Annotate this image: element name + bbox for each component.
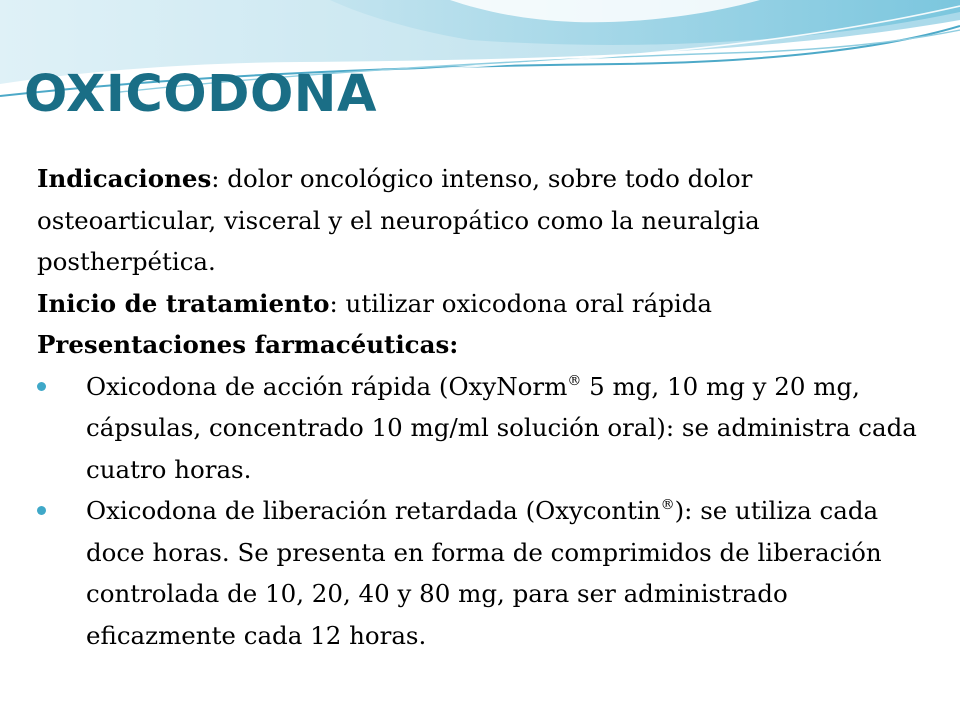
bullet-text-pre: Oxicodona de acción rápida (OxyNorm xyxy=(86,371,568,401)
registered-mark: ® xyxy=(660,497,675,513)
bullet-icon xyxy=(37,382,46,391)
indicaciones-paragraph xyxy=(37,158,917,283)
presentaciones-heading: Presentaciones farmacéuticas: xyxy=(37,330,459,359)
slide-body xyxy=(37,158,917,656)
list-item xyxy=(37,490,917,656)
page-title: OXICODONA xyxy=(24,65,377,124)
inicio-paragraph xyxy=(37,283,917,325)
indicaciones-text: : dolor oncológico intenso, sobre todo dolor osteoarticular, visceral y el neuropático como la neuralgia postherpética. xyxy=(37,164,760,276)
bullet-icon xyxy=(37,506,46,515)
presentaciones-list xyxy=(37,366,917,657)
bullet-text-post: 5 mg, 10 mg y 20 mg, cápsulas, concentrado 10 mg/ml solución oral): se administra cada cuatro horas. xyxy=(86,371,917,484)
indicaciones-label: Indicaciones xyxy=(37,164,212,193)
inicio-text: : utilizar oxicodona oral rápida xyxy=(329,288,713,318)
inicio-label: Inicio de tratamiento xyxy=(37,288,330,318)
list-item xyxy=(37,366,917,491)
bullet-text-post: ): se utiliza cada doce horas. Se presenta en forma de comprimidos de liberación controlada de 10, 20, 40 y 80 mg, para ser administrado eficazmente cada 12 horas. xyxy=(86,496,882,650)
registered-mark: ® xyxy=(567,372,582,389)
bullet-text-pre: Oxicodona de liberación retardada (Oxycontin xyxy=(86,496,661,525)
